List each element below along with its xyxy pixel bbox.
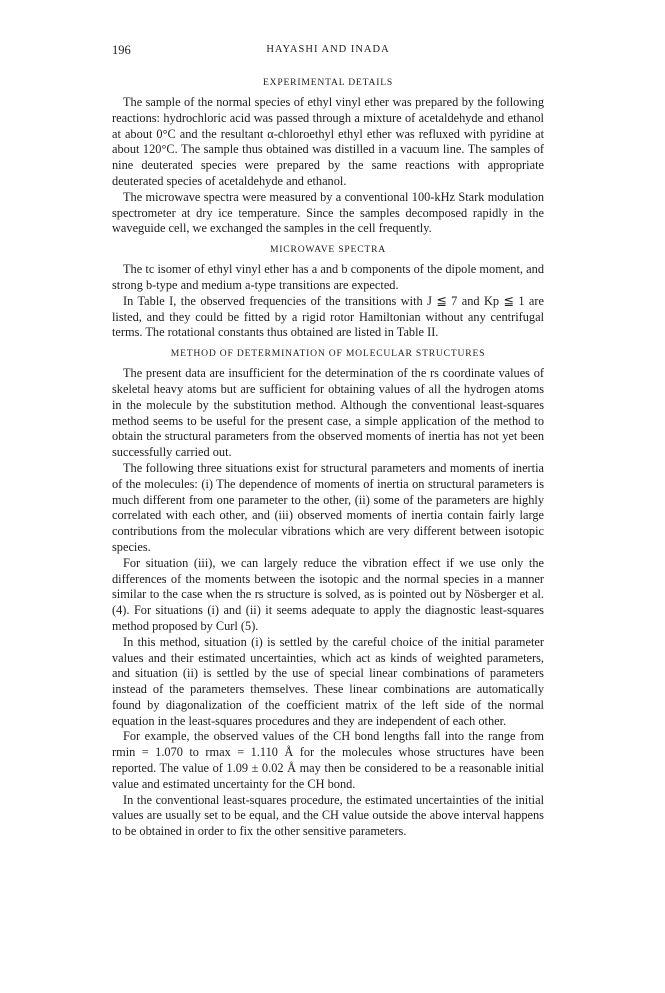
page-number: 196 <box>112 43 131 57</box>
page-header <box>112 43 544 61</box>
article-body <box>112 70 544 840</box>
running-head: HAYASHI AND INADA <box>266 44 390 55</box>
paragraph: For situation (iii), we can largely reduce the vibration effect if we use only the differences of the moments between the isotopic and the normal species in a manner similar to the case when the rs structure is solved, as is pointed out by Nösberger et al. (4). For situations (i) and (ii) it seems adequate to apply the diagnostic least-squares method proposed by Curl (5). <box>112 555 544 633</box>
paragraph: In this method, situation (i) is settled by the careful choice of the initial parameter values and their estimated uncertainties, which act as kinds of weighted parameters, and situation (ii) is settled by the use of special linear combinations of parameters instead of the parameters themselves. These linear combinations are automatically found by diagonalization of the coefficient matrix of the left side of the normal equation in the least-squares procedures and they are independent of each other. <box>112 634 544 728</box>
paragraph: The present data are insufficient for the determination of the rs coordinate values of skeletal heavy atoms but are sufficient for obtaining values of all the hydrogen atoms in the molecule by the substitution method. Although the conventional least-squares method seems to be useful for the present case, a simple application of the method to obtain the structural parameters from the observed moments of inertia has not yet been successfully carried out. <box>112 366 544 460</box>
paragraph: The microwave spectra were measured by a conventional 100-kHz Stark modulation spectrometer at dry ice temperature. Since the samples decomposed rapidly in the waveguide cell, we exchanged the samples in the cell frequently. <box>112 189 544 236</box>
paragraph: For example, the observed values of the CH bond lengths fall into the range from rmin = 1.070 to rmax = 1.110 Å for the molecules whose structures have been reported. The value of 1.09 ± 0.02 Å may then be considered to be a reasonable initial value and estimated uncertainty for the CH bond. <box>112 729 544 791</box>
section-heading-method: METHOD OF DETERMINATION OF MOLECULAR STRUCTURES <box>170 348 486 360</box>
paragraph: The sample of the normal species of ethyl vinyl ether was prepared by the following reactions: hydrochloric acid was passed through a mixture of acetaldehyde and ethanol at about 0°C and the resultant α-chloroethyl ethyl ether was refluxed with pyridine at about 120°C. The sample thus obtained was distilled in a vacuum line. The samples of nine deuterated species were prepared by the same reactions with appropriate deuterated species of acetaldehyde and ethanol. <box>112 95 544 188</box>
paragraph: In the conventional least-squares procedure, the estimated uncertainties of the initial values are usually set to be equal, and the CH value outside the above interval happens to be obtained in order to fix the other sensitive parameters. <box>112 792 544 839</box>
section-heading-microwave-spectra: MICROWAVE SPECTRA <box>269 244 387 256</box>
paragraph: In Table I, the observed frequencies of the transitions with J ≦ 7 and Kp ≦ 1 are listed, and they could be fitted by a rigid rotor Hamiltonian without any centrifugal terms. The rotational constants thus obtained are listed in Table II. <box>112 293 544 340</box>
paragraph: The following three situations exist for structural parameters and moments of inertia of the molecules: (i) The dependence of moments of inertia on structural parameters is much different from one parameter to the other, (ii) some of the parameters are highly correlated with each other, and (iii) observed moments of inertia contain fairly large contributions from the molecular vibrations which are very different between isotopic species. <box>112 460 544 554</box>
section-heading-experimental: EXPERIMENTAL DETAILS <box>262 77 394 88</box>
paragraph: The tc isomer of ethyl vinyl ether has a and b components of the dipole moment, and strong b-type and medium a-type transitions are expected. <box>112 262 544 292</box>
